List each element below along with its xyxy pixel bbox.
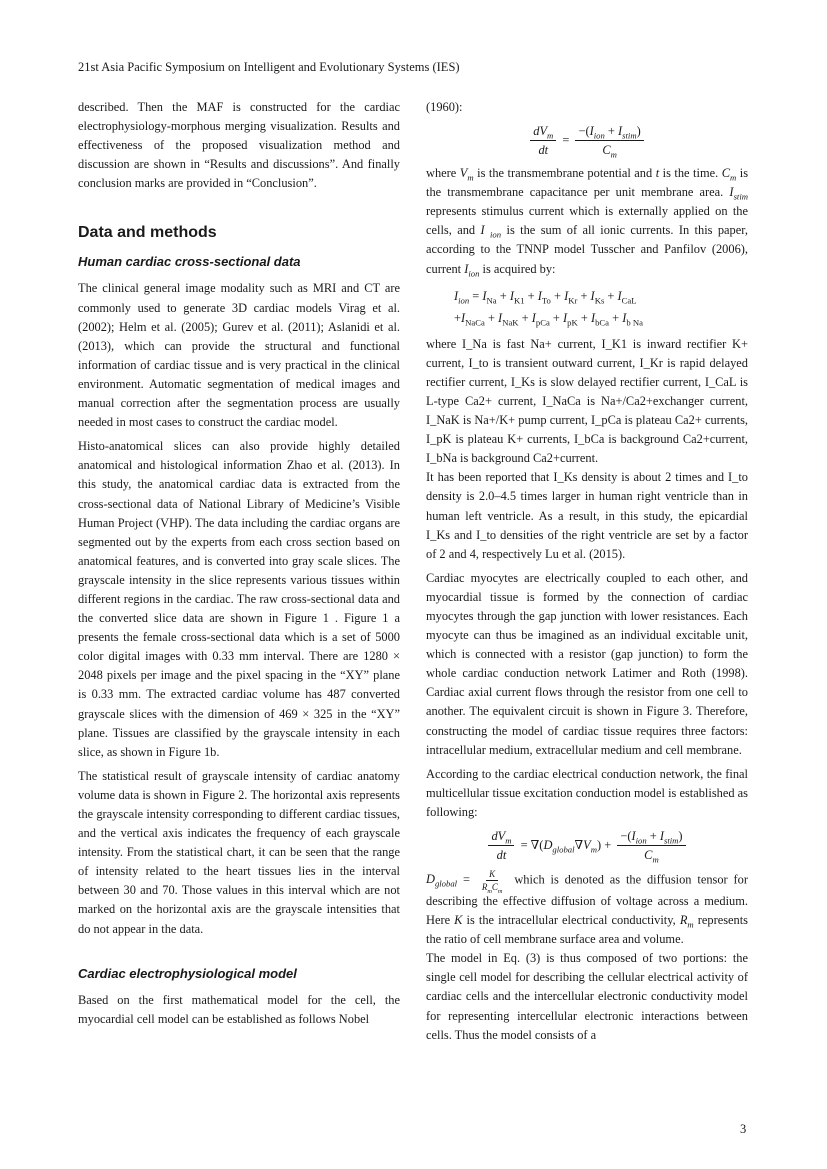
subsection-heading-electro: Cardiac electrophysiological model (78, 965, 297, 981)
left-column (78, 98, 400, 1029)
paragraph-model-intro: Based on the first mathematical model for the cell, the myocardial cell model can be established as follows Nobel (78, 992, 400, 1026)
citation-year: (1960): (426, 100, 463, 114)
paragraph-imaging: The clinical general image modality such as MRI and CT are commonly used to generate 3D cardiac models Virag et al. (2002); Helm et al. (2005); Gurev et al. (2011); Aslanidi et al. (2013), which can provide the structural and functional information of cardiac tissue and is very practical in the clinical environment. Automatic segmentation of medical images and manual correction after the segmentation process are usually needed in most cases to construct the cardiac model. (78, 281, 400, 430)
intro-paragraph: described. Then the MAF is constructed for the cardiac electrophysiology-morphous merging visualization. Results and effectiveness of the proposed visualization method and discussion are shown in “Results and discussions”. And finally conclusion marks are provided in “Conclusion”. (78, 100, 400, 191)
page-number: 3 (740, 1122, 747, 1136)
section-heading-data-methods: Data and methods (78, 224, 217, 242)
paragraph-conduction: According to the cardiac electrical conduction network, the final multicellular tissue excitation conduction model is established as following: (426, 766, 748, 819)
paragraph-diffusion: $D_{global}$ = $\frac{K}{R_mC_m}$ which is denoted as the diffusion tensor for describing the effective diffusion of voltage across a medium. Here K is the intracellular electrical conductivity, $R_m$ represents the ratio of cell membrane surface area and volume. (426, 869, 749, 947)
paragraph-statistics: The statistical result of grayscale intensity of cardiac anatomy volume data is shown in Figure 2. The horizontal axis represents the grayscale intensity corresponding to different cardiac tissues, and the vertical axis indicates the frequency of each grayscale intensity. From the statistical chart, it can be seen that the range of intensity related to the heart tissues lies in the interval between 30 and 70. Those values in this interval which are not marked on the horizontal axis are the grayscale intensities that do not appear in the data. (78, 768, 400, 936)
paragraph-reported: It has been reported that I_Ks density is about 2 times and I_to density is 2.0–4.5 times larger in human right ventricle than in human left ventricle. As a result, in this study, the epicardial I_Ks and I_to densities of the right ventricle are set by a factor of 2 and 4, respectively Lu et al. (2015). (426, 470, 748, 561)
paragraph-currents: where I_Na is fast Na+ current, I_K1 is inward rectifier K+ current, I_to is transient outward current, I_Kr is rapid delayed rectifier current, I_Ks is slow delayed rectifier current, I_CaL is L-type Ca2+ current, I_NaCa is Na+/Ca2+exchanger current, I_NaK is Na+/K+ pump current, I_pCa is plateau Ca2+ currents, I_pK is plateau K+ currents, I_bCa is background Ca2+current, I_bNa is background Ca2+current. (426, 336, 748, 466)
paragraph-histo: Histo-anatomical slices can also provide highly detailed anatomical and histological information Zhao et al. (2013). In this study, the anatomical cardiac data is extracted from the cross-sectional data of National Library of Medicine’s Visible Human Project (VHP). The data including the cardiac organs are segmented out by the experts from each cross section based on anatomical features, and is converted into gray scale slices. The grayscale intensity in the slice represents various tissues within different regions in the cardiac. The raw cross-sectional data and the converted slice data are shown in Figure 1 . Figure 1 a presents the female cross-sectional data which is a set of 5000 color digital images with 0.33 mm interval. There are 1280 × 2048 pixels per image and the pixel spacing in the “XY” plane is 0.33 mm. The extracted cardiac volume has 487 converted grayscale slices with the dimension of 469 × 325 in the “XY” plane. Tissues are classified by the grayscale intensity in each slice, as shown in Figure 1b. (78, 439, 400, 759)
subsection-heading-cross-section: Human cardiac cross-sectional data (78, 254, 301, 270)
paragraph-myocytes: Cardiac myocytes are electrically coupled to each other, and myocardial tissue is formed by the connection of cardiac myocytes through the gap junction with lower resistances. Each myocyte can thus be imagined as an individual excitable unit, which is connected with a resistor (gap junction) to form the whole cardiac conduction network Latimer and Roth (1998). Cardiac axial current flows through the resistor from one cell to another. The equivalent circuit is shown in Figure 3. Therefore, constructing the model of cardiac tissue requires three factors: intracellular medium, extracellular medium and cell membrane. (426, 570, 748, 757)
right-column (426, 98, 748, 1045)
equation-3: $\frac{dV_m}{dt}$ = $\nabla(D_{global}\nabla V_m)$ + $\frac{-(I_{ion} + I_{stim})}{C_m}$ (426, 828, 748, 863)
paragraph-model-composition: The model in Eq. (3) is thus composed of two portions: the single cell model for describing the cellular electrical activity of cardiac cells and the intercellular electronic conductivity model for representing intercellular electronic interactions between cells. Thus the model consists of a (426, 951, 748, 1042)
paragraph-eq1-explanation: where $V_m$ is the transmembrane potential and t is the time. $C_m$ is the transmembrane capacitance per unit membrane area. $I_{stim}$ represents stimulus current which is externally applied on the cells, and I $_{ion}$ is the sum of all ionic currents. In this paper, according to the TNNP model Tusscher and Panfilov (2006), current $I_{ion}$ is acquired by: (426, 166, 749, 279)
equation-1: $\frac{dV_m}{dt}$ = $\frac{-(I_{ion} + I_{stim})}{C_m}$ (426, 123, 748, 158)
equation-2: $I_{ion} = I_{Na} + I_{K1} + I_{To} + I_{Kr} + I_{Ks} + I_{CaL}$ $+I_{NaCa} + I_{NaK} + I_{pCa} + I_{pK} + I_{bCa} + I_{b Na}$ (454, 288, 643, 328)
running-head: 21st Asia Pacific Symposium on Intelligent and Evolutionary Systems (IES) (78, 60, 460, 74)
